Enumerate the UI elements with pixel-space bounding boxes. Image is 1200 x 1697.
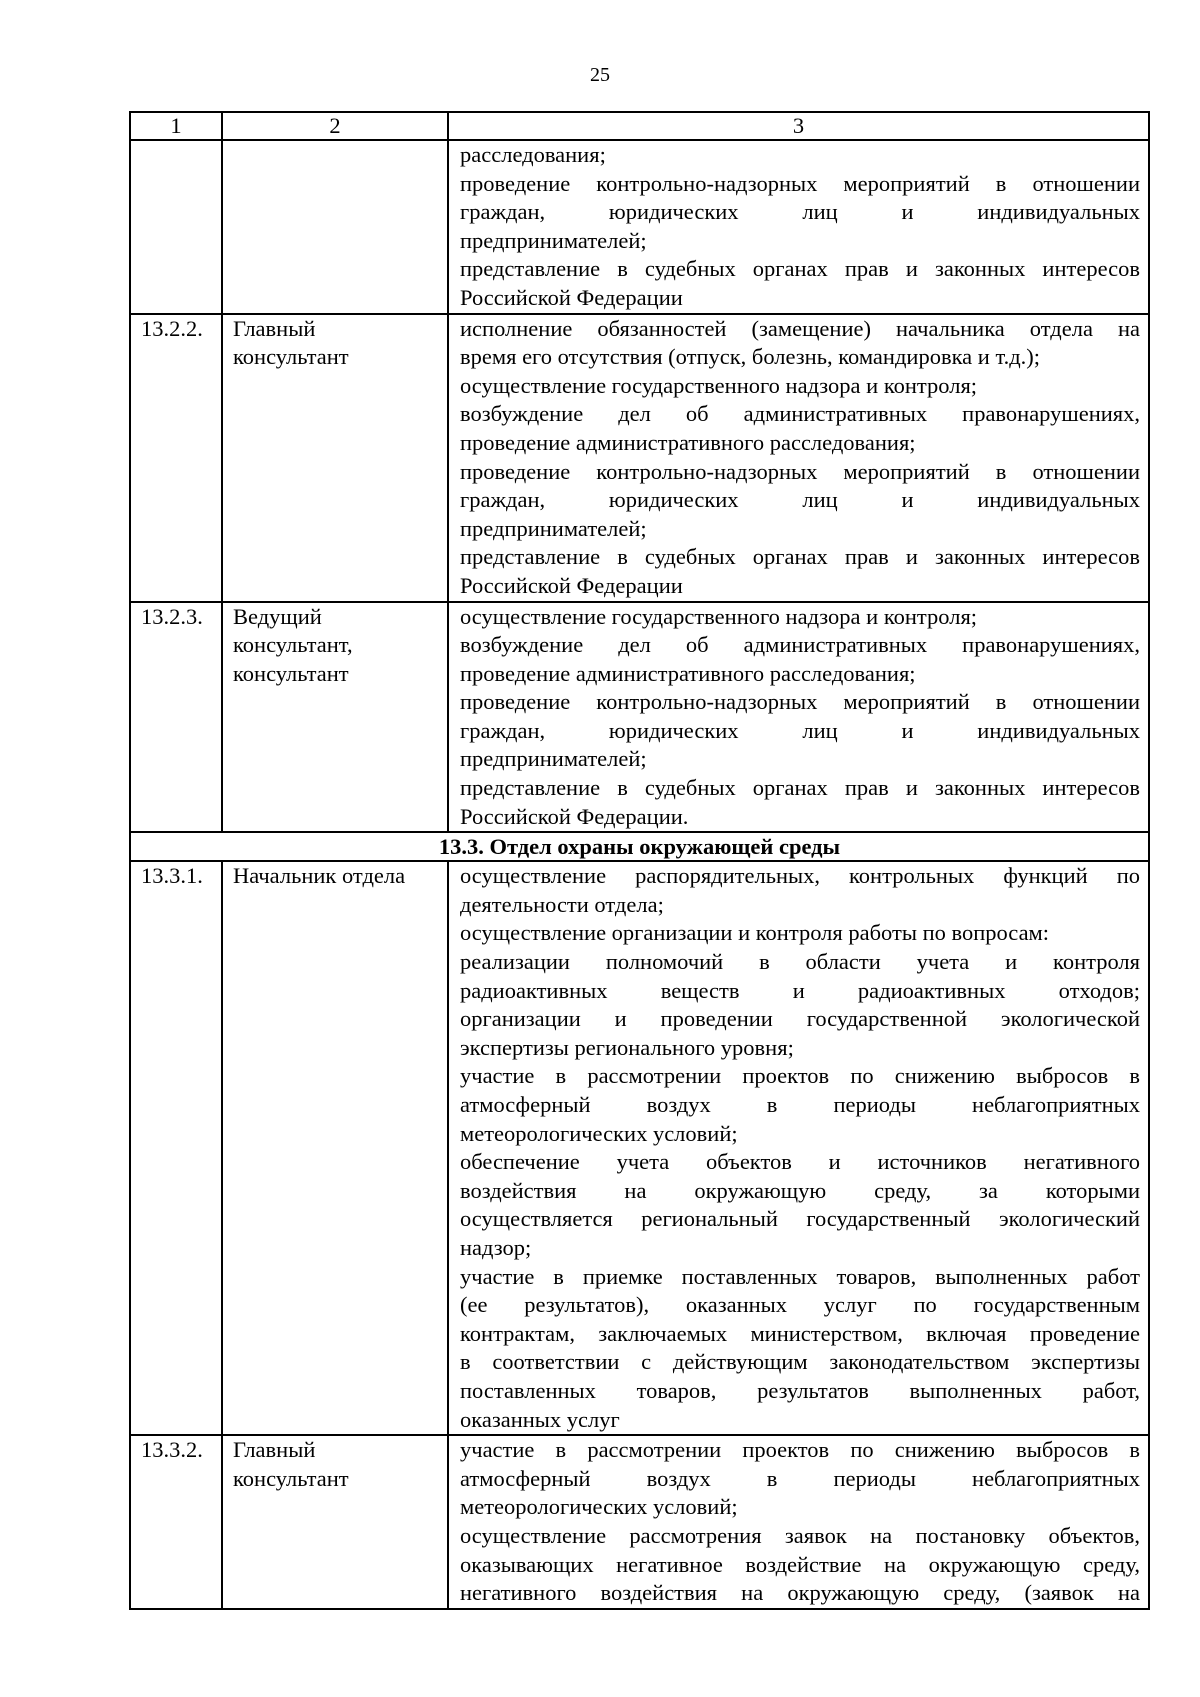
table-row — [130, 314, 1149, 602]
position-title-line: Главный — [233, 1437, 316, 1463]
position-cell — [222, 861, 448, 1435]
duties-cell — [448, 602, 1149, 833]
duty-text-line: представление в судебных органах прав и законных интересов — [460, 544, 1140, 570]
table-header-row — [130, 112, 1149, 140]
duty-text-line: граждан, юридических лиц и индивидуальных — [460, 199, 1140, 225]
item-number: 13.2.3. — [130, 602, 222, 833]
item-number: 13.2.2. — [130, 314, 222, 602]
duty-text-line: экспертизы регионального уровня; — [460, 1034, 794, 1060]
table-row — [130, 1435, 1149, 1609]
duty-text-line: проведение контрольно-надзорных мероприятий в отношении — [460, 689, 1140, 715]
duty-text-line: воздействия на окружающую среду, за которыми — [460, 1177, 1140, 1203]
position-cell — [222, 140, 448, 314]
table-row — [130, 140, 1149, 314]
duty-text-line: проведение административного расследования; — [460, 660, 916, 686]
duties-cell — [448, 1435, 1149, 1609]
duty-text-line: Российской Федерации. — [460, 803, 689, 829]
duty-text-line: участие в рассмотрении проектов по снижению выбросов в — [460, 1063, 1140, 1089]
duties-table — [129, 111, 1150, 1610]
table-row — [130, 861, 1149, 1435]
duty-text-line: проведение контрольно-надзорных мероприятий в отношении — [460, 170, 1140, 196]
duty-text-line: предпринимателей; — [460, 515, 647, 541]
position-title-line: Главный — [233, 315, 316, 341]
duty-text-line: метеорологических условий; — [460, 1494, 738, 1520]
duty-text-line: оказанных услуг — [460, 1406, 620, 1432]
duties-cell — [448, 314, 1149, 602]
duty-text-line: предпринимателей; — [460, 227, 647, 253]
duty-text-line: радиоактивных веществ и радиоактивных отходов; — [460, 977, 1140, 1003]
duty-text-line: граждан, юридических лиц и индивидуальных — [460, 717, 1140, 743]
section-heading: 13.3. Отдел охраны окружающей среды — [130, 832, 1149, 861]
duty-text-line: предпринимателей; — [460, 746, 647, 772]
duty-text-line: оказывающих негативное воздействие на окружающую среду, — [460, 1551, 1140, 1577]
position-cell — [222, 1435, 448, 1609]
item-number — [130, 140, 222, 314]
duty-text-line: атмосферный воздух в периоды неблагоприятных — [460, 1092, 1140, 1117]
duty-text-line: представление в судебных органах прав и законных интересов — [460, 256, 1140, 282]
duty-text-line: возбуждение дел об административных правонарушениях, — [460, 401, 1140, 427]
duty-text-line: граждан, юридических лиц и индивидуальных — [460, 487, 1140, 513]
table-row — [130, 602, 1149, 833]
column-header-2: 2 — [222, 112, 448, 140]
duty-text-line: осуществление организации и контроля работы по вопросам: — [460, 920, 1050, 946]
duty-text-line: осуществление государственного надзора и контроля; — [460, 603, 978, 629]
duty-text-line: негативного воздействия на окружающую среду, (заявок на — [460, 1580, 1140, 1606]
duty-text-line: метеорологических условий; — [460, 1120, 738, 1146]
duty-text-line: осуществление рассмотрения заявок на постановку объектов, — [460, 1522, 1140, 1548]
duty-text-line: проведение административного расследования; — [460, 429, 916, 455]
section-heading-row — [130, 832, 1149, 861]
column-header-1: 1 — [130, 112, 222, 140]
duty-text-line: представление в судебных органах прав и законных интересов — [460, 775, 1140, 801]
position-cell — [222, 602, 448, 833]
duty-text-line: участие в рассмотрении проектов по снижению выбросов в — [460, 1437, 1140, 1463]
duty-text-line: время его отсутствия (отпуск, болезнь, командировка и т.д.); — [460, 344, 1041, 370]
duty-text-line: возбуждение дел об административных правонарушениях, — [460, 632, 1140, 658]
duty-text-line: поставленных товаров, результатов выполненных работ, — [460, 1377, 1140, 1403]
duty-text-line: атмосферный воздух в периоды неблагоприятных — [460, 1465, 1140, 1491]
duty-text-line: Российской Федерации — [460, 284, 683, 310]
duty-text-line: надзор; — [460, 1234, 532, 1260]
duty-text-line: деятельности отдела; — [460, 891, 664, 917]
duty-text-line: в соответствии с действующим законодательством экспертизы — [460, 1349, 1140, 1375]
duty-text-line: реализации полномочий в области учета и контроля — [460, 949, 1140, 975]
position-cell — [222, 314, 448, 602]
duty-text-line: (ее результатов), оказанных услуг по государственным — [460, 1292, 1140, 1318]
duty-text-line: осуществление государственного надзора и контроля; — [460, 372, 978, 398]
page-number: 25 — [590, 64, 610, 86]
position-title-line: консультант — [233, 1465, 349, 1491]
position-title-line: консультант — [233, 660, 349, 686]
position-title-line: Начальник отдела — [233, 863, 406, 889]
duty-text-line: осуществляется региональный государственный экологический — [460, 1206, 1140, 1232]
duty-text-line: исполнение обязанностей (замещение) начальника отдела на — [460, 315, 1140, 341]
position-title-line: консультант, — [233, 632, 353, 658]
duty-text-line: организации и проведении государственной экологической — [460, 1006, 1140, 1032]
duty-text-line: расследования; — [460, 142, 606, 167]
duty-text-line: Российской Федерации — [460, 572, 683, 598]
duties-cell — [448, 861, 1149, 1435]
duty-text-line: осуществление распорядительных, контрольных функций по — [460, 863, 1140, 889]
position-title-line: Ведущий — [233, 603, 322, 629]
position-title-line: консультант — [233, 344, 349, 370]
duty-text-line: участие в приемке поставленных товаров, выполненных работ — [460, 1263, 1140, 1289]
column-header-3: 3 — [448, 112, 1149, 140]
duties-cell — [448, 140, 1149, 314]
item-number: 13.3.2. — [130, 1435, 222, 1609]
duty-text-line: контрактам, заключаемых министерством, включая проведение — [460, 1320, 1140, 1346]
duty-text-line: проведение контрольно-надзорных мероприятий в отношении — [460, 458, 1140, 484]
item-number: 13.3.1. — [130, 861, 222, 1435]
duty-text-line: обеспечение учета объектов и источников негативного — [460, 1149, 1140, 1175]
